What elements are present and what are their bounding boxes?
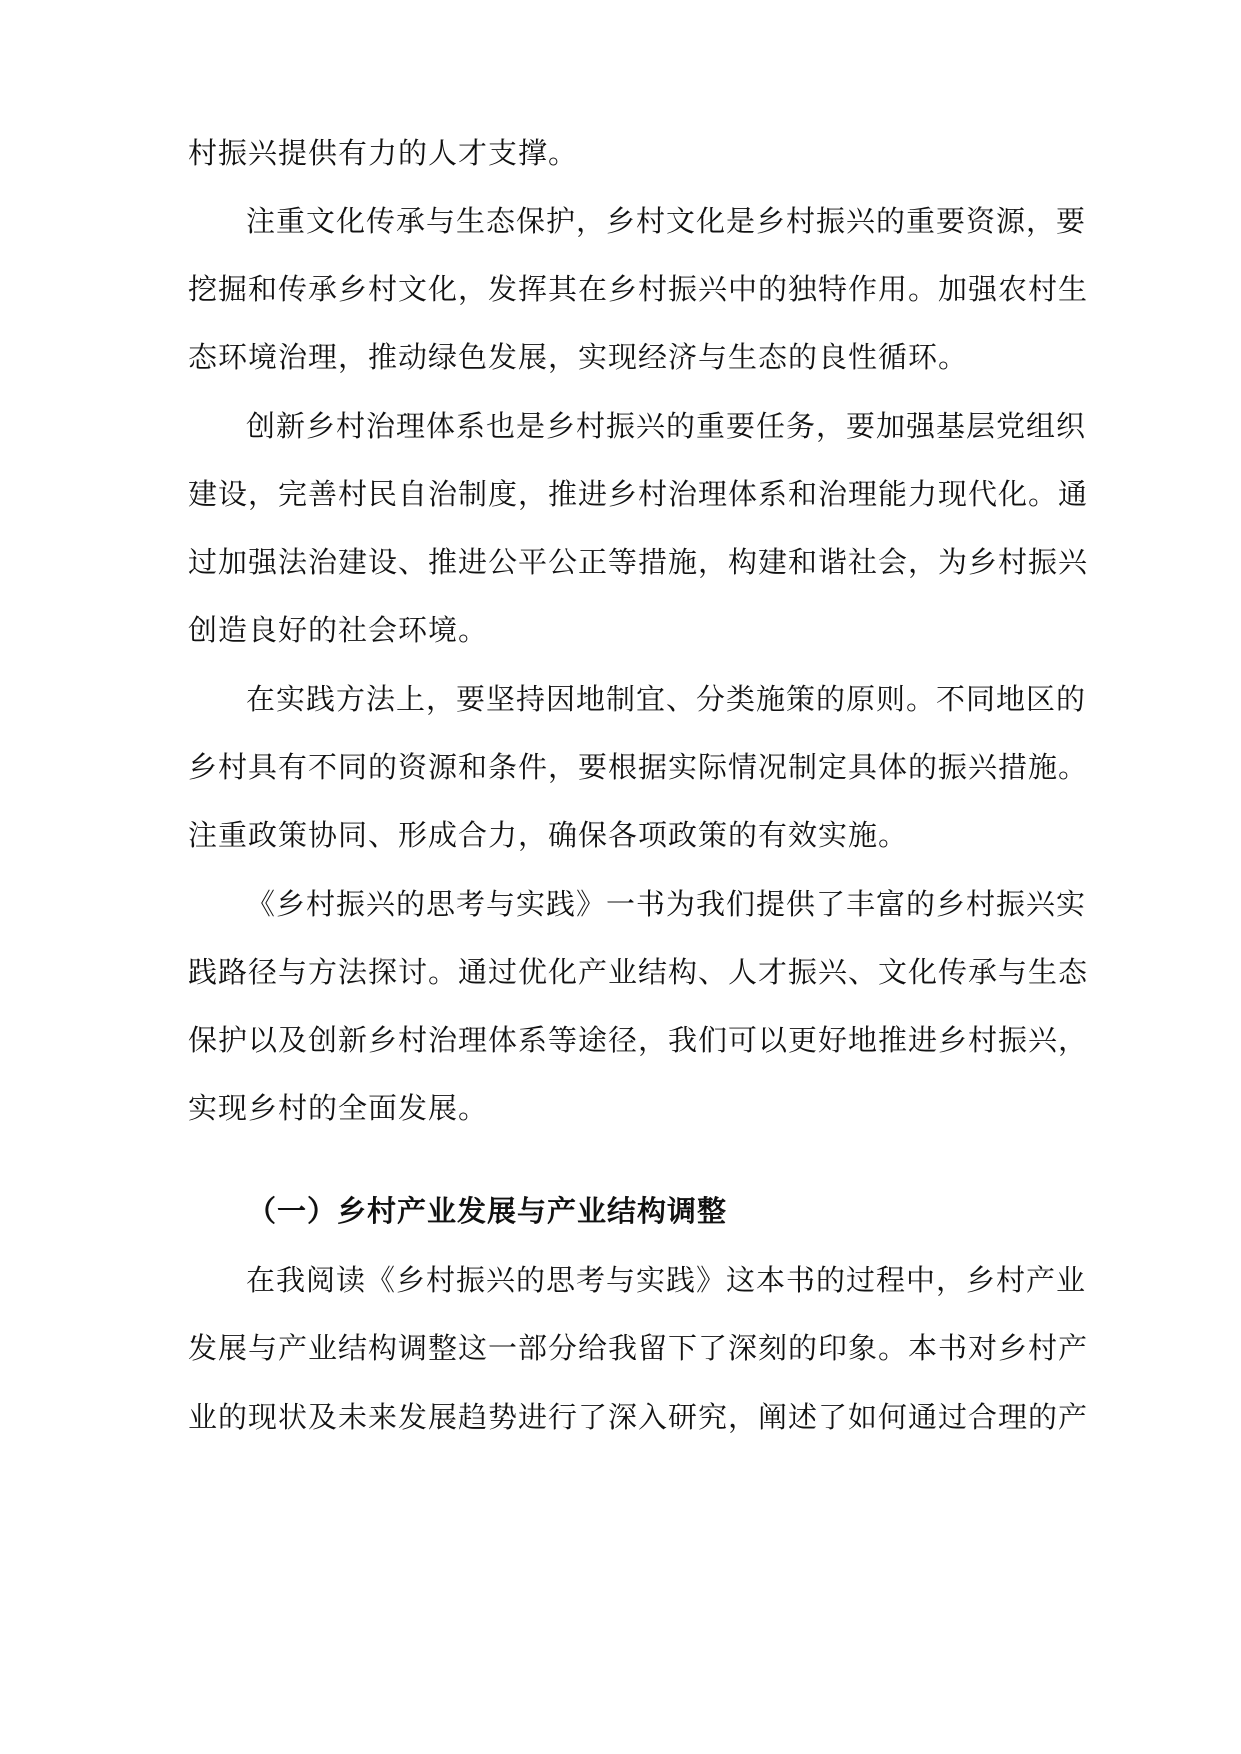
paragraph-line: 《乡村振兴的思考与实践》一书为我们提供了丰富的乡村振兴实 — [246, 887, 1087, 921]
paragraph-line: 过加强法治建设、推进公平公正等措施，构建和谐社会，为乡村振兴 — [188, 545, 1089, 579]
paragraph-line: 乡村具有不同的资源和条件，要根据实际情况制定具体的振兴措施。 — [188, 750, 1089, 784]
paragraph-line: 实现乡村的全面发展。 — [188, 1091, 489, 1125]
paragraph-line: 注重政策协同、形成合力，确保各项政策的有效实施。 — [188, 818, 909, 852]
paragraph-line: 态环境治理，推动绿色发展，实现经济与生态的良性循环。 — [188, 340, 969, 374]
paragraph-line: 保护以及创新乡村治理体系等途径，我们可以更好地推进乡村振兴， — [188, 1023, 1089, 1057]
paragraph-line: 创造良好的社会环境。 — [188, 613, 489, 647]
paragraph-line: 注重文化传承与生态保护，乡村文化是乡村振兴的重要资源，要 — [246, 204, 1087, 238]
paragraph-line: 村振兴提供有力的人才支撑。 — [188, 136, 579, 170]
paragraph-line: 挖掘和传承乡村文化，发挥其在乡村振兴中的独特作用。加强农村生 — [188, 272, 1089, 306]
paragraph-line: 在我阅读《乡村振兴的思考与实践》这本书的过程中，乡村产业 — [246, 1263, 1087, 1297]
paragraph-line: 发展与产业结构调整这一部分给我留下了深刻的印象。本书对乡村产 — [188, 1331, 1089, 1365]
paragraph-line: 在实践方法上，要坚持因地制宜、分类施策的原则。不同地区的 — [246, 682, 1087, 716]
section-heading: （一）乡村产业发展与产业结构调整 — [247, 1194, 728, 1228]
paragraph-line: 业的现状及未来发展趋势进行了深入研究，阐述了如何通过合理的产 — [188, 1400, 1089, 1434]
paragraph-line: 践路径与方法探讨。通过优化产业结构、人才振兴、文化传承与生态 — [188, 955, 1089, 989]
paragraph-line: 建设，完善村民自治制度，推进乡村治理体系和治理能力现代化。通 — [188, 477, 1089, 511]
paragraph-line: 创新乡村治理体系也是乡村振兴的重要任务，要加强基层党组织 — [246, 409, 1087, 443]
